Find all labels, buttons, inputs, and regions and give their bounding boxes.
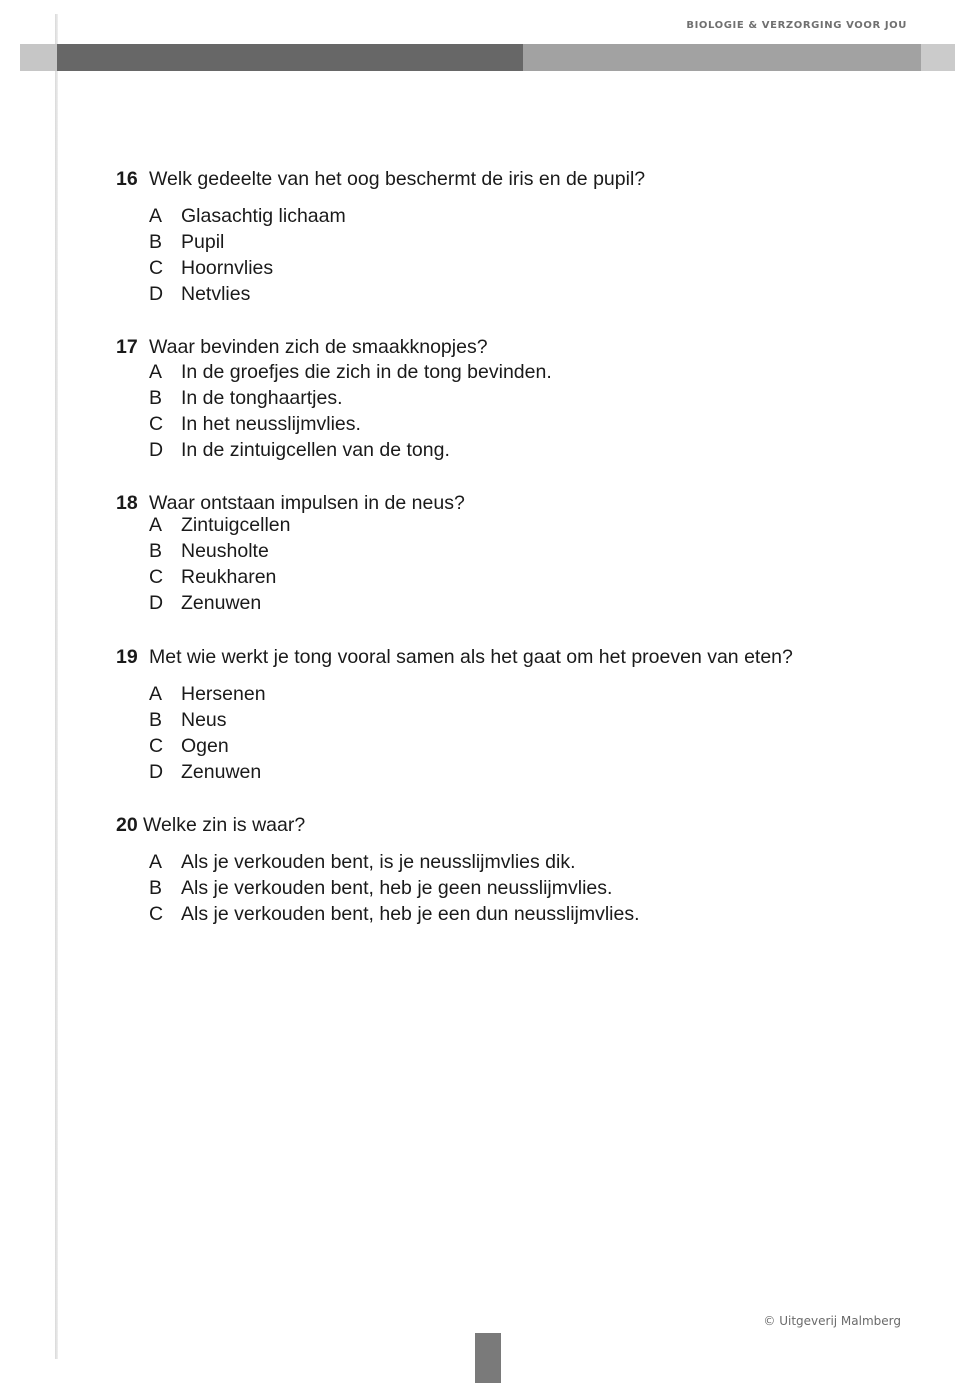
option-a xyxy=(149,849,640,875)
question-17 xyxy=(116,336,552,463)
option-text: In de groefjes die zich in de tong bevinden. xyxy=(181,361,552,383)
option-b xyxy=(149,229,645,255)
option-letter: D xyxy=(149,592,164,614)
question-text: Waar ontstaan impulsen in de neus? xyxy=(149,492,465,514)
header-band-left xyxy=(20,44,57,71)
option-text: Neusholte xyxy=(181,540,269,562)
option-letter: C xyxy=(149,735,164,757)
option-d xyxy=(149,437,552,463)
option-letter: A xyxy=(149,514,163,536)
page-tab-marker xyxy=(475,1333,501,1383)
option-list xyxy=(116,359,552,463)
option-text: Zenuwen xyxy=(181,761,262,783)
question-20 xyxy=(116,814,640,927)
option-a xyxy=(149,203,645,229)
option-letter: D xyxy=(149,761,164,783)
option-list xyxy=(116,203,645,307)
copyright-notice: © Uitgeverij Malmberg xyxy=(763,1314,901,1328)
option-text: Zintuigcellen xyxy=(181,514,291,536)
option-list xyxy=(116,512,465,616)
option-letter: D xyxy=(149,439,164,461)
left-margin-rule xyxy=(55,14,58,1359)
option-text: Netvlies xyxy=(181,283,251,305)
option-letter: A xyxy=(149,205,163,227)
option-b xyxy=(149,538,465,564)
option-a xyxy=(149,681,793,707)
option-text: In de zintuigcellen van de tong. xyxy=(181,439,450,461)
option-text: In de tonghaartjes. xyxy=(181,387,343,409)
option-text: Als je verkouden bent, heb je geen neusslijmvlies. xyxy=(181,877,613,899)
option-b xyxy=(149,875,640,901)
header-band-right xyxy=(921,44,955,71)
option-letter: A xyxy=(149,851,163,873)
question-text: Welk gedeelte van het oog beschermt de iris en de pupil? xyxy=(149,168,646,190)
question-number: 18 xyxy=(116,492,138,514)
option-letter: C xyxy=(149,903,164,925)
option-text: Neus xyxy=(181,709,227,731)
option-d xyxy=(149,590,465,616)
option-text: Pupil xyxy=(181,231,225,253)
option-c xyxy=(149,255,645,281)
header-band-mid xyxy=(523,44,921,71)
option-letter: B xyxy=(149,709,163,731)
option-letter: C xyxy=(149,566,164,588)
option-b xyxy=(149,707,793,733)
header-title: BIOLOGIE & VERZORGING VOOR JOU xyxy=(686,20,907,31)
option-text: Ogen xyxy=(181,735,229,757)
option-list xyxy=(116,681,793,785)
question-text: Waar bevinden zich de smaakknopjes? xyxy=(149,336,488,358)
question-text: Welke zin is waar? xyxy=(143,814,306,836)
question-16 xyxy=(116,168,645,307)
question-text: Met wie werkt je tong vooral samen als het gaat om het proeven van eten? xyxy=(149,646,793,668)
option-a xyxy=(149,512,465,538)
option-text: Als je verkouden bent, is je neusslijmvlies dik. xyxy=(181,851,576,873)
option-c xyxy=(149,901,640,927)
question-19 xyxy=(116,646,793,785)
header-band-dark xyxy=(57,44,523,71)
option-d xyxy=(149,759,793,785)
option-text: Hersenen xyxy=(181,683,266,705)
option-letter: C xyxy=(149,413,164,435)
question-number: 16 xyxy=(116,168,138,190)
question-number: 19 xyxy=(116,646,138,668)
option-letter: A xyxy=(149,683,163,705)
option-text: Reukharen xyxy=(181,566,277,588)
option-text: Als je verkouden bent, heb je een dun neusslijmvlies. xyxy=(181,903,640,925)
option-a xyxy=(149,359,552,385)
option-text: Zenuwen xyxy=(181,592,262,614)
option-letter: B xyxy=(149,877,163,899)
option-letter: B xyxy=(149,387,163,409)
question-18 xyxy=(116,492,465,616)
option-letter: C xyxy=(149,257,164,279)
option-list xyxy=(116,849,640,927)
option-letter: B xyxy=(149,540,163,562)
option-b xyxy=(149,385,552,411)
option-d xyxy=(149,281,645,307)
question-number: 17 xyxy=(116,336,138,358)
option-text: In het neusslijmvlies. xyxy=(181,413,361,435)
option-c xyxy=(149,411,552,437)
question-number: 20 xyxy=(116,814,138,836)
option-c xyxy=(149,733,793,759)
option-letter: D xyxy=(149,283,164,305)
option-letter: A xyxy=(149,361,163,383)
option-c xyxy=(149,564,465,590)
option-text: Glasachtig lichaam xyxy=(181,205,346,227)
option-letter: B xyxy=(149,231,163,253)
option-text: Hoornvlies xyxy=(181,257,274,279)
